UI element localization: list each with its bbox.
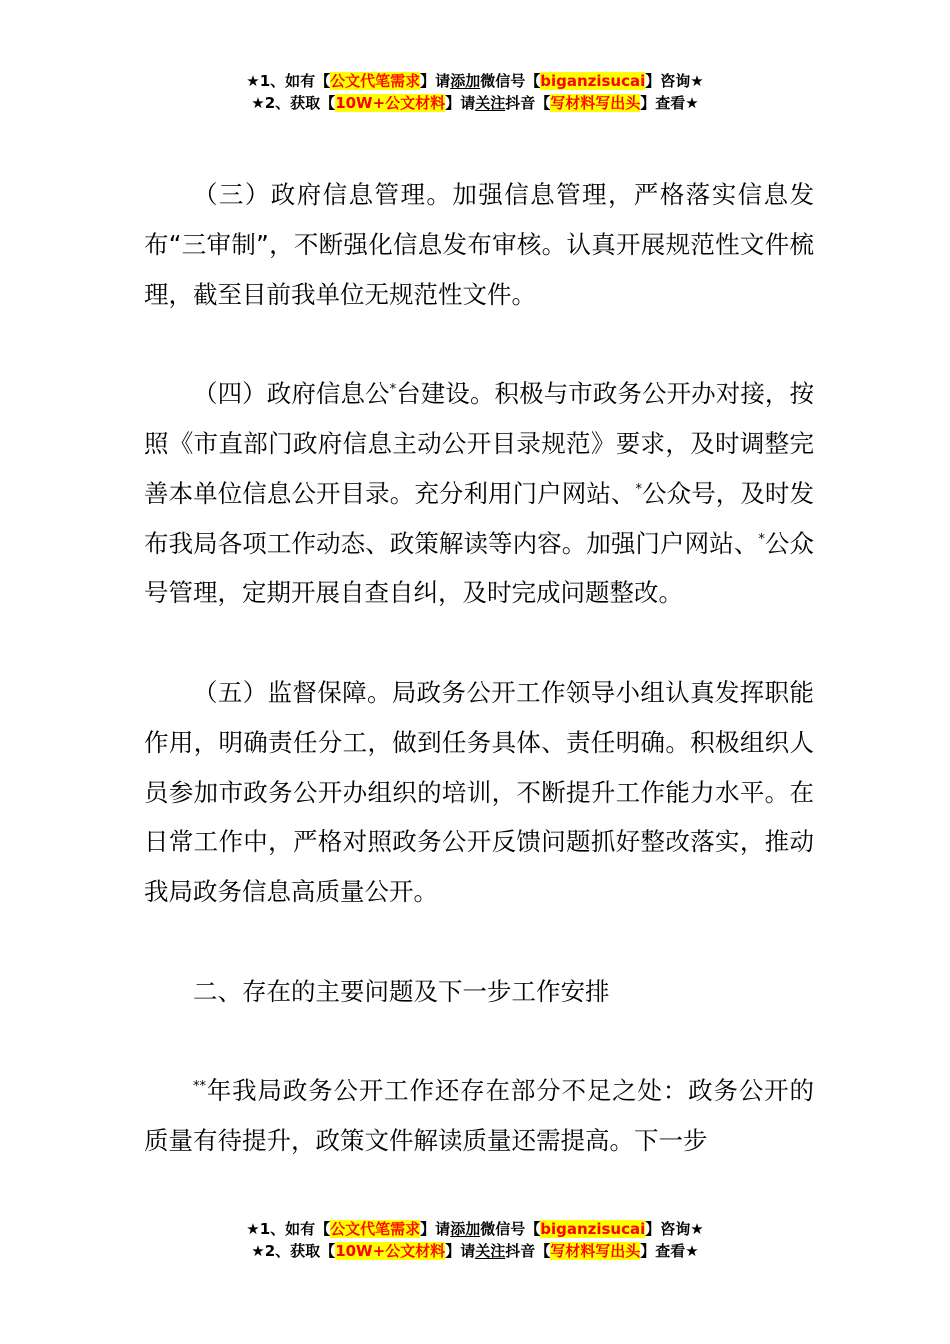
section-heading-2: 二、存在的主要问题及下一步工作安排 [193, 976, 610, 1006]
banner-text: 】请 [420, 1220, 451, 1238]
paragraph-4 [144, 369, 814, 618]
banner-text: 】请 [420, 72, 451, 90]
redaction-mark: * [635, 481, 642, 497]
banner-underline: 关注 [475, 94, 506, 112]
banner-highlight: 10W+公文材料 [335, 94, 446, 112]
redaction-mark: * [389, 382, 397, 398]
banner-text: 】请 [445, 1242, 476, 1260]
paragraph-4-text: 台建设。积极与市政务公开办对接，按照《市直部门政府信息主动公开目录规范》要求，及时调整完善本单位信息公开目录。充分利用门户网站、 [144, 379, 814, 508]
banner-text: 抖音【 [505, 1242, 551, 1260]
paragraph-6 [144, 1066, 814, 1166]
paragraph-3: （三）政府信息管理。加强信息管理，严格落实信息发布“三审制”，不断强化信息发布审核。认真开展规范性文件梳理，截至目前我单位无规范性文件。 [144, 180, 814, 309]
banner-text: 】咨询★ [645, 72, 704, 90]
redaction-mark: ** [193, 1079, 206, 1095]
banner-line-2 [0, 1240, 950, 1262]
banner-highlight: 10W+公文材料 [335, 1242, 446, 1260]
banner-text: 微信号【 [480, 72, 541, 90]
banner-line-1 [0, 1218, 950, 1240]
banner-underline: 关注 [475, 1242, 506, 1260]
banner-text: 微信号【 [480, 1220, 541, 1238]
banner-text: 】查看★ [640, 1242, 699, 1260]
banner-text: 】咨询★ [645, 1220, 704, 1238]
banner-line-2 [0, 92, 950, 114]
banner-underline: 添加 [450, 72, 481, 90]
paragraph-6-text: 年我局政务公开工作还存在部分不足之处：政务公开的质量有待提升，政策文件解读质量还需提高。下一步 [144, 1076, 814, 1156]
paragraph-gap [144, 917, 814, 967]
redaction-mark: * [758, 531, 765, 547]
banner-highlight: 写材料写出头 [550, 1242, 641, 1260]
banner-text: 】请 [445, 94, 476, 112]
paragraph-4-text: 公众号，及时发布我局各项工作动态、政策解读等内容。加强门户网站、 [144, 478, 815, 558]
banner-text: ★1、如有【 [246, 1220, 331, 1238]
banner-text: ★1、如有【 [246, 72, 331, 90]
banner-text: 】查看★ [640, 94, 699, 112]
paragraph-4-text: 公众号管理，定期开展自查自纠，及时完成问题整改。 [144, 528, 815, 608]
banner-highlight: 写材料写出头 [550, 94, 641, 112]
footer-banner [0, 1218, 950, 1262]
paragraph-gap [144, 319, 814, 369]
banner-highlight: 公文代笔需求 [330, 1220, 421, 1238]
banner-highlight: biganzisucai [540, 72, 646, 90]
banner-highlight: biganzisucai [540, 1220, 646, 1238]
paragraph-gap [144, 618, 814, 668]
paragraph-gap [144, 1017, 814, 1067]
banner-text: 抖音【 [505, 94, 551, 112]
paragraph-5: （五）监督保障。局政务公开工作领导小组认真发挥职能作用，明确责任分工，做到任务具体、责任明确。积极组织人员参加市政务公开办组织的培训，不断提升工作能力水平。在日常工作中，严格对照政务公开反馈问题抓好整改落实，推动我局政务信息高质量公开。 [144, 677, 814, 907]
banner-line-1 [0, 70, 950, 92]
paragraph-4-text: （四）政府信息公 [193, 379, 390, 409]
banner-highlight: 公文代笔需求 [330, 72, 421, 90]
banner-underline: 添加 [450, 1220, 481, 1238]
document-body [144, 170, 814, 1166]
banner-text: ★2、获取【 [251, 94, 336, 112]
banner-text: ★2、获取【 [251, 1242, 336, 1260]
header-banner [0, 70, 950, 114]
